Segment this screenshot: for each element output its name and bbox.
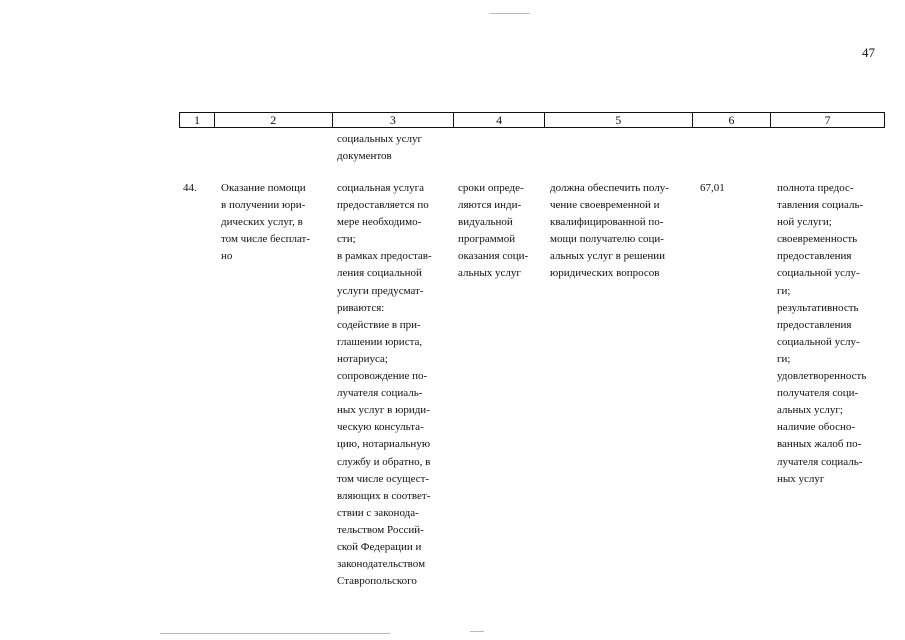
text-line: полнота предос-: [777, 182, 854, 194]
text-line: социальных услуг: [337, 133, 423, 145]
column-header-3: 3: [333, 113, 455, 127]
text-line: службу и обратно, в: [337, 455, 431, 468]
text-line: альных услуг в решении: [550, 250, 665, 263]
text-line: ствии с законода-: [337, 506, 419, 519]
text-line: цию, нотариальную: [337, 438, 431, 451]
text-line: документов: [337, 150, 392, 163]
quality-standard-cell: [550, 180, 688, 283]
column-header-1: 1: [180, 113, 215, 127]
text-line: риваются:: [337, 301, 385, 314]
text-line: ческую консульта-: [337, 421, 424, 434]
text-line: нотариуса;: [337, 352, 388, 365]
text-line: предоставления: [777, 250, 852, 263]
text-line: альных услуг: [458, 267, 521, 280]
text-line: Ставропольского: [337, 575, 417, 588]
column-header-6: 6: [693, 113, 772, 127]
text-line: ной услуги;: [777, 216, 832, 229]
table-header-row: [179, 112, 885, 128]
text-line: сопровождение по-: [337, 370, 428, 383]
text-line: видуальной: [458, 216, 513, 229]
text-line: удовлетворенность: [777, 370, 867, 383]
text-line: сти;: [337, 233, 356, 246]
tariff-value-cell: 67,01: [700, 182, 725, 194]
column-header-7: 7: [824, 113, 831, 127]
text-line: получателя соци-: [777, 387, 859, 400]
column-header-4: 4: [454, 113, 545, 127]
scan-artifact: [470, 631, 484, 632]
text-line: законодательством: [337, 558, 426, 571]
text-line: ляются инди-: [458, 199, 522, 212]
text-line: сроки опреде-: [458, 182, 524, 194]
text-line: тавления социаль-: [777, 199, 864, 212]
text-line: программой: [458, 233, 516, 246]
text-line: социальная услуга: [337, 182, 424, 194]
text-line: мере необходимо-: [337, 216, 422, 229]
text-line: услуги предусмат-: [337, 284, 424, 297]
text-line: ных услуг в юриди-: [337, 404, 430, 417]
text-line: ления социальной: [337, 267, 422, 280]
text-line: результативность: [777, 301, 859, 314]
text-line: в получении юри-: [221, 199, 306, 212]
text-line: социальной услу-: [777, 335, 860, 348]
text-line: ных услуг: [777, 472, 825, 485]
column-header-5: 5: [545, 113, 693, 127]
text-line: глашении юриста,: [337, 335, 423, 348]
text-line: социальной услу-: [777, 267, 860, 280]
text-line: ги;: [777, 352, 791, 365]
page-number: 47: [862, 45, 875, 60]
text-line: предоставления: [777, 318, 852, 331]
text-line: альных услуг;: [777, 404, 843, 417]
text-line: юридических вопросов: [550, 267, 660, 280]
text-line: тельством Россий-: [337, 523, 424, 536]
text-line: вляющих в соответ-: [337, 489, 431, 502]
text-line: должна обеспечить полу-: [550, 182, 669, 194]
text-line: Оказание помощи: [221, 182, 306, 194]
column-header-2: 2: [215, 113, 333, 127]
text-line: ской Федерации и: [337, 540, 422, 553]
performance-indicators-cell: [777, 180, 882, 488]
text-line: наличие обосно-: [777, 421, 856, 434]
service-description-cell: [337, 180, 449, 590]
text-line: лучателя социаль-: [777, 455, 863, 468]
text-line: оказания соци-: [458, 250, 529, 263]
text-line: предоставляется по: [337, 199, 429, 212]
text-line: ванных жалоб по-: [777, 438, 862, 451]
text-line: чение своевременной и: [550, 199, 660, 212]
row-number: 44.: [183, 182, 197, 194]
text-line: но: [221, 250, 233, 263]
timeframe-cell: [458, 180, 541, 283]
continuation-col3: [337, 131, 449, 165]
text-line: квалифицированной по-: [550, 216, 664, 229]
text-line: лучателя социаль-: [337, 387, 423, 400]
text-line: своевременность: [777, 233, 858, 246]
scan-artifact: [160, 633, 390, 634]
text-line: том числе осущест-: [337, 472, 430, 485]
service-name-cell: [221, 180, 328, 265]
text-line: мощи получателю соци-: [550, 233, 664, 246]
text-line: дических услуг, в: [221, 216, 303, 229]
text-line: содействие в при-: [337, 318, 421, 331]
scan-artifact: [490, 13, 530, 14]
text-line: в рамках предостав-: [337, 250, 432, 263]
text-line: ги;: [777, 284, 791, 297]
text-line: том числе бесплат-: [221, 233, 311, 246]
